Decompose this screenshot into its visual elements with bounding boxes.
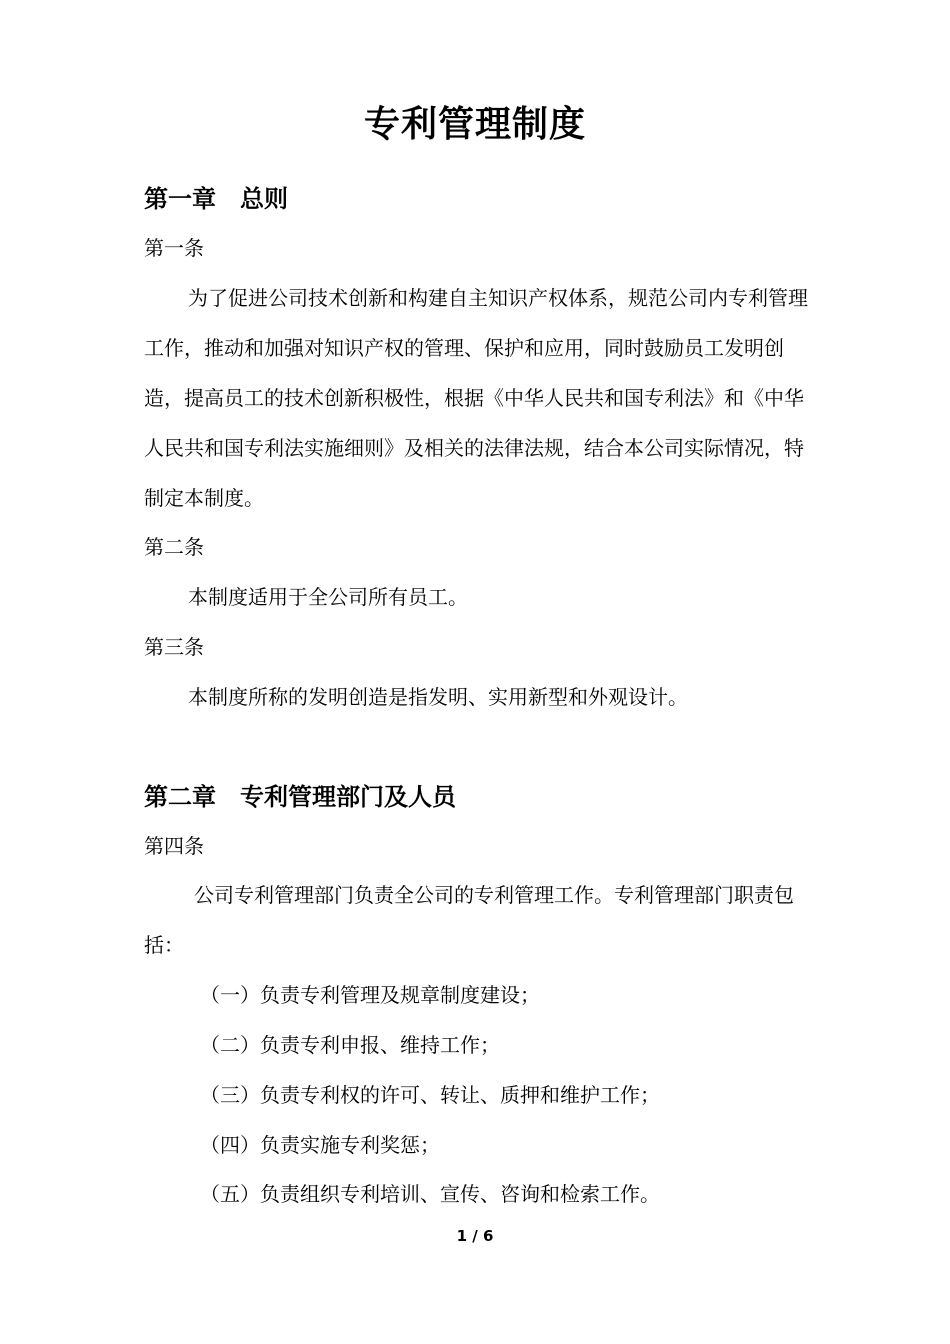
duty-item: （二）负责专利申报、维持工作； <box>200 1033 500 1057</box>
duty-item: （三）负责专利权的许可、转让、质押和维护工作； <box>200 1083 660 1107</box>
chapter-1-heading: 第一章 总则 <box>144 185 288 213</box>
document-title: 专利管理制度 <box>363 104 586 145</box>
article-3-text: 本制度所称的发明创造是指发明、实用新型和外观设计。 <box>188 685 688 709</box>
article-1-label: 第一条 <box>144 236 204 260</box>
article-3-label: 第三条 <box>144 635 204 659</box>
page-number: 1 / 6 <box>456 1227 494 1245</box>
article-1-text: 为了促进公司技术创新和构建自主知识产权体系，规范公司内专利管理工作，推动和加强对知识产权的管理、保护和应用，同时鼓励员工发明创造，提高员工的技术创新积极性，根据《中华人民共和国专利法》和《中华人民共和国专利法实施细则》及相关的法律法规，结合本公司实际情况，特制定本制度。 <box>144 286 808 510</box>
article-1-paragraph <box>144 273 814 523</box>
article-2-text: 本制度适用于全公司所有员工。 <box>188 585 468 609</box>
article-4-paragraph <box>144 870 814 970</box>
article-2-label: 第二条 <box>144 535 204 559</box>
duty-item: （五）负责组织专利培训、宣传、咨询和检索工作。 <box>200 1182 660 1206</box>
duty-item: （一）负责专利管理及规章制度建设； <box>200 983 540 1007</box>
duty-item: （四）负责实施专利奖惩； <box>200 1133 440 1157</box>
article-4-label: 第四条 <box>144 834 204 858</box>
article-4-text: 公司专利管理部门负责全公司的专利管理工作。专利管理部门职责包括： <box>144 883 794 957</box>
chapter-2-heading: 第二章 专利管理部门及人员 <box>144 783 456 811</box>
